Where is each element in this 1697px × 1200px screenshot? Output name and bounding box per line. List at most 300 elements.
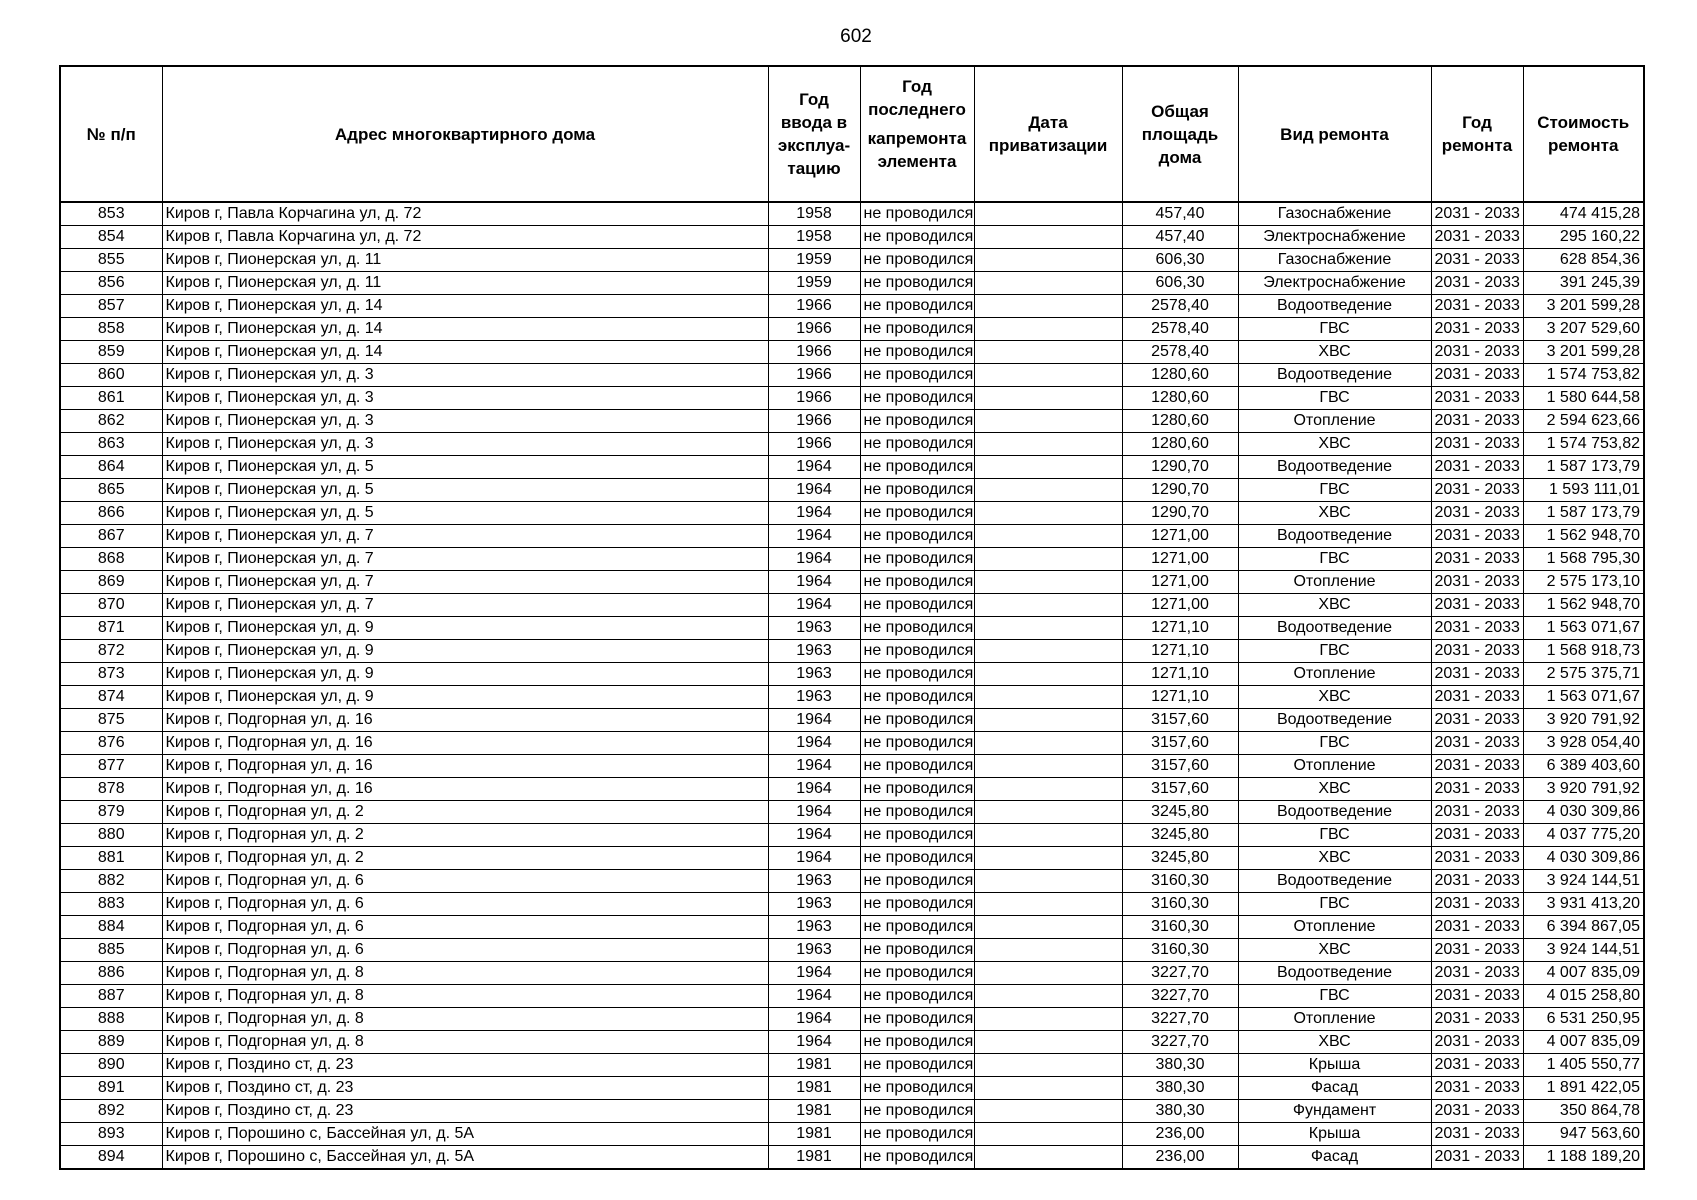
- row-privatization: [974, 364, 1122, 387]
- row-number: 887: [60, 985, 162, 1008]
- row-cost: 3 920 791,92: [1523, 778, 1644, 801]
- row-area: 3160,30: [1122, 870, 1238, 893]
- table-row: [60, 410, 1644, 433]
- row-privatization: [974, 456, 1122, 479]
- row-area: 1290,70: [1122, 479, 1238, 502]
- row-number: 861: [60, 387, 162, 410]
- header-repair-year: Год ремонта: [1431, 66, 1523, 202]
- row-year-built: 1963: [768, 617, 860, 640]
- row-privatization: [974, 295, 1122, 318]
- row-number: 880: [60, 824, 162, 847]
- table-row: [60, 202, 1644, 226]
- row-number: 878: [60, 778, 162, 801]
- row-year-built: 1981: [768, 1123, 860, 1146]
- row-cost: 2 594 623,66: [1523, 410, 1644, 433]
- row-repair-type: Водоотведение: [1238, 525, 1431, 548]
- row-area: 3160,30: [1122, 939, 1238, 962]
- row-year-built: 1958: [768, 202, 860, 226]
- row-last-repair: не проводился: [860, 571, 974, 594]
- row-area: 1290,70: [1122, 456, 1238, 479]
- header-last-repair-top: Год последнего: [868, 77, 966, 119]
- row-privatization: [974, 433, 1122, 456]
- row-cost: 6 394 867,05: [1523, 916, 1644, 939]
- row-last-repair: не проводился: [860, 249, 974, 272]
- row-privatization: [974, 1123, 1122, 1146]
- row-last-repair: не проводился: [860, 939, 974, 962]
- row-year-built: 1964: [768, 801, 860, 824]
- table-row: [60, 502, 1644, 525]
- row-area: 457,40: [1122, 202, 1238, 226]
- row-last-repair: не проводился: [860, 410, 974, 433]
- row-area: 236,00: [1122, 1123, 1238, 1146]
- row-repair-period: 2031 - 2033: [1431, 801, 1523, 824]
- table-row: [60, 1031, 1644, 1054]
- row-year-built: 1964: [768, 548, 860, 571]
- table-row: [60, 686, 1644, 709]
- row-address: Киров г, Павла Корчагина ул, д. 72: [162, 226, 768, 249]
- row-year-built: 1964: [768, 502, 860, 525]
- row-repair-period: 2031 - 2033: [1431, 778, 1523, 801]
- row-area: 380,30: [1122, 1100, 1238, 1123]
- row-repair-type: Крыша: [1238, 1123, 1431, 1146]
- row-address: Киров г, Подгорная ул, д. 16: [162, 732, 768, 755]
- row-privatization: [974, 1100, 1122, 1123]
- row-area: 3160,30: [1122, 893, 1238, 916]
- row-repair-period: 2031 - 2033: [1431, 663, 1523, 686]
- row-last-repair: не проводился: [860, 824, 974, 847]
- row-repair-period: 2031 - 2033: [1431, 1008, 1523, 1031]
- row-year-built: 1963: [768, 893, 860, 916]
- row-privatization: [974, 663, 1122, 686]
- header-address: Адрес многоквартирного дома: [162, 66, 768, 202]
- row-last-repair: не проводился: [860, 617, 974, 640]
- row-year-built: 1964: [768, 985, 860, 1008]
- table-row: [60, 479, 1644, 502]
- row-address: Киров г, Порошино с, Бассейная ул, д. 5А: [162, 1146, 768, 1170]
- row-privatization: [974, 732, 1122, 755]
- row-repair-period: 2031 - 2033: [1431, 1031, 1523, 1054]
- row-repair-type: ХВС: [1238, 341, 1431, 364]
- table-row: [60, 709, 1644, 732]
- row-cost: 1 574 753,82: [1523, 364, 1644, 387]
- table-row: [60, 778, 1644, 801]
- row-repair-type: Отопление: [1238, 1008, 1431, 1031]
- row-area: 1271,10: [1122, 617, 1238, 640]
- row-number: 859: [60, 341, 162, 364]
- row-year-built: 1964: [768, 571, 860, 594]
- row-last-repair: не проводился: [860, 548, 974, 571]
- row-number: 888: [60, 1008, 162, 1031]
- repair-table: [59, 65, 1645, 1170]
- row-privatization: [974, 870, 1122, 893]
- row-number: 877: [60, 755, 162, 778]
- table-row: [60, 249, 1644, 272]
- row-address: Киров г, Пионерская ул, д. 3: [162, 387, 768, 410]
- row-number: 883: [60, 893, 162, 916]
- row-last-repair: не проводился: [860, 594, 974, 617]
- row-repair-type: ХВС: [1238, 1031, 1431, 1054]
- row-area: 1271,00: [1122, 525, 1238, 548]
- row-address: Киров г, Пионерская ул, д. 14: [162, 295, 768, 318]
- row-last-repair: не проводился: [860, 985, 974, 1008]
- row-number: 873: [60, 663, 162, 686]
- row-last-repair: не проводился: [860, 778, 974, 801]
- row-last-repair: не проводился: [860, 226, 974, 249]
- row-privatization: [974, 1008, 1122, 1031]
- row-area: 1271,10: [1122, 686, 1238, 709]
- row-year-built: 1963: [768, 916, 860, 939]
- row-privatization: [974, 709, 1122, 732]
- row-repair-type: Фасад: [1238, 1146, 1431, 1170]
- header-year-built: Год ввода в эксплуа-тацию: [768, 66, 860, 202]
- row-cost: 1 580 644,58: [1523, 387, 1644, 410]
- row-repair-type: ГВС: [1238, 318, 1431, 341]
- row-repair-period: 2031 - 2033: [1431, 893, 1523, 916]
- row-address: Киров г, Пионерская ул, д. 9: [162, 663, 768, 686]
- row-address: Киров г, Пионерская ул, д. 9: [162, 640, 768, 663]
- row-year-built: 1964: [768, 1031, 860, 1054]
- table-row: [60, 272, 1644, 295]
- row-year-built: 1964: [768, 847, 860, 870]
- row-cost: 3 924 144,51: [1523, 939, 1644, 962]
- row-area: 3227,70: [1122, 1008, 1238, 1031]
- row-year-built: 1966: [768, 410, 860, 433]
- row-number: 857: [60, 295, 162, 318]
- row-address: Киров г, Пионерская ул, д. 5: [162, 502, 768, 525]
- row-repair-type: ХВС: [1238, 847, 1431, 870]
- row-address: Киров г, Поздино ст, д. 23: [162, 1100, 768, 1123]
- row-number: 885: [60, 939, 162, 962]
- table-header: [60, 66, 1644, 202]
- row-area: 1280,60: [1122, 387, 1238, 410]
- row-repair-type: Электроснабжение: [1238, 226, 1431, 249]
- row-repair-period: 2031 - 2033: [1431, 709, 1523, 732]
- row-repair-type: ХВС: [1238, 502, 1431, 525]
- table-row: [60, 548, 1644, 571]
- row-address: Киров г, Подгорная ул, д. 16: [162, 755, 768, 778]
- table-row: [60, 985, 1644, 1008]
- row-last-repair: не проводился: [860, 1077, 974, 1100]
- row-repair-type: Водоотведение: [1238, 962, 1431, 985]
- row-last-repair: не проводился: [860, 202, 974, 226]
- row-area: 3227,70: [1122, 985, 1238, 1008]
- row-year-built: 1959: [768, 272, 860, 295]
- row-address: Киров г, Подгорная ул, д. 6: [162, 870, 768, 893]
- row-repair-period: 2031 - 2033: [1431, 824, 1523, 847]
- row-year-built: 1964: [768, 1008, 860, 1031]
- row-number: 874: [60, 686, 162, 709]
- row-address: Киров г, Пионерская ул, д. 7: [162, 594, 768, 617]
- row-year-built: 1964: [768, 755, 860, 778]
- row-address: Киров г, Пионерская ул, д. 14: [162, 318, 768, 341]
- row-privatization: [974, 985, 1122, 1008]
- row-privatization: [974, 272, 1122, 295]
- row-cost: 3 920 791,92: [1523, 709, 1644, 732]
- row-year-built: 1959: [768, 249, 860, 272]
- table-body: [60, 202, 1644, 1169]
- table-row: [60, 847, 1644, 870]
- table-row: [60, 893, 1644, 916]
- row-repair-type: ГВС: [1238, 985, 1431, 1008]
- row-address: Киров г, Павла Корчагина ул, д. 72: [162, 202, 768, 226]
- row-repair-type: ГВС: [1238, 640, 1431, 663]
- row-repair-type: ХВС: [1238, 594, 1431, 617]
- row-repair-period: 2031 - 2033: [1431, 202, 1523, 226]
- row-number: 867: [60, 525, 162, 548]
- row-repair-type: Крыша: [1238, 1054, 1431, 1077]
- row-last-repair: не проводился: [860, 1146, 974, 1170]
- row-address: Киров г, Пионерская ул, д. 5: [162, 479, 768, 502]
- row-year-built: 1966: [768, 295, 860, 318]
- row-privatization: [974, 525, 1122, 548]
- row-cost: 1 568 918,73: [1523, 640, 1644, 663]
- row-repair-type: ХВС: [1238, 939, 1431, 962]
- row-repair-period: 2031 - 2033: [1431, 387, 1523, 410]
- row-last-repair: не проводился: [860, 387, 974, 410]
- table-row: [60, 364, 1644, 387]
- row-last-repair: не проводился: [860, 1008, 974, 1031]
- row-area: 3157,60: [1122, 778, 1238, 801]
- row-cost: 1 562 948,70: [1523, 594, 1644, 617]
- row-address: Киров г, Подгорная ул, д. 16: [162, 778, 768, 801]
- row-repair-period: 2031 - 2033: [1431, 686, 1523, 709]
- row-privatization: [974, 939, 1122, 962]
- row-year-built: 1964: [768, 525, 860, 548]
- table-row: [60, 341, 1644, 364]
- row-cost: 4 037 775,20: [1523, 824, 1644, 847]
- row-cost: 3 928 054,40: [1523, 732, 1644, 755]
- row-number: 879: [60, 801, 162, 824]
- table-row: [60, 594, 1644, 617]
- row-cost: 1 562 948,70: [1523, 525, 1644, 548]
- row-cost: 1 587 173,79: [1523, 502, 1644, 525]
- row-area: 2578,40: [1122, 295, 1238, 318]
- header-num: № п/п: [60, 66, 162, 202]
- row-cost: 3 207 529,60: [1523, 318, 1644, 341]
- row-number: 889: [60, 1031, 162, 1054]
- table-row: [60, 318, 1644, 341]
- row-cost: 2 575 375,71: [1523, 663, 1644, 686]
- row-repair-type: Водоотведение: [1238, 801, 1431, 824]
- row-area: 1290,70: [1122, 502, 1238, 525]
- row-year-built: 1981: [768, 1100, 860, 1123]
- row-area: 457,40: [1122, 226, 1238, 249]
- row-cost: 1 587 173,79: [1523, 456, 1644, 479]
- row-repair-type: ГВС: [1238, 732, 1431, 755]
- row-number: 868: [60, 548, 162, 571]
- row-privatization: [974, 640, 1122, 663]
- row-last-repair: не проводился: [860, 847, 974, 870]
- table-row: [60, 525, 1644, 548]
- row-repair-period: 2031 - 2033: [1431, 870, 1523, 893]
- table-row: [60, 755, 1644, 778]
- row-privatization: [974, 893, 1122, 916]
- row-repair-type: Газоснабжение: [1238, 202, 1431, 226]
- row-year-built: 1966: [768, 387, 860, 410]
- row-year-built: 1981: [768, 1054, 860, 1077]
- header-area: Общая площадь дома: [1122, 66, 1238, 202]
- row-repair-type: Водоотведение: [1238, 709, 1431, 732]
- row-cost: 1 568 795,30: [1523, 548, 1644, 571]
- row-number: 882: [60, 870, 162, 893]
- row-address: Киров г, Подгорная ул, д. 2: [162, 801, 768, 824]
- row-cost: 3 201 599,28: [1523, 295, 1644, 318]
- row-address: Киров г, Подгорная ул, д. 8: [162, 1008, 768, 1031]
- row-last-repair: не проводился: [860, 525, 974, 548]
- row-repair-type: ХВС: [1238, 433, 1431, 456]
- row-number: 865: [60, 479, 162, 502]
- row-privatization: [974, 387, 1122, 410]
- row-privatization: [974, 962, 1122, 985]
- row-number: 869: [60, 571, 162, 594]
- row-repair-type: Водоотведение: [1238, 870, 1431, 893]
- row-repair-period: 2031 - 2033: [1431, 226, 1523, 249]
- row-address: Киров г, Подгорная ул, д. 6: [162, 939, 768, 962]
- table-row: [60, 939, 1644, 962]
- row-repair-type: Водоотведение: [1238, 617, 1431, 640]
- row-privatization: [974, 202, 1122, 226]
- table-row: [60, 1123, 1644, 1146]
- row-number: 884: [60, 916, 162, 939]
- row-privatization: [974, 594, 1122, 617]
- row-area: 3157,60: [1122, 709, 1238, 732]
- row-year-built: 1966: [768, 341, 860, 364]
- row-year-built: 1963: [768, 870, 860, 893]
- row-year-built: 1966: [768, 433, 860, 456]
- header-last-repair-bottom: капремонта элемента: [867, 129, 967, 171]
- row-last-repair: не проводился: [860, 686, 974, 709]
- row-repair-period: 2031 - 2033: [1431, 1054, 1523, 1077]
- table-row: [60, 640, 1644, 663]
- row-last-repair: не проводился: [860, 1031, 974, 1054]
- row-area: 3157,60: [1122, 732, 1238, 755]
- row-address: Киров г, Пионерская ул, д. 7: [162, 525, 768, 548]
- row-number: 863: [60, 433, 162, 456]
- row-privatization: [974, 1146, 1122, 1170]
- row-address: Киров г, Подгорная ул, д. 16: [162, 709, 768, 732]
- row-number: 881: [60, 847, 162, 870]
- row-last-repair: не проводился: [860, 1054, 974, 1077]
- row-number: 862: [60, 410, 162, 433]
- row-last-repair: не проводился: [860, 801, 974, 824]
- row-area: 3245,80: [1122, 801, 1238, 824]
- row-area: 1271,00: [1122, 548, 1238, 571]
- row-last-repair: не проводился: [860, 341, 974, 364]
- row-area: 2578,40: [1122, 341, 1238, 364]
- row-area: 1271,00: [1122, 571, 1238, 594]
- row-repair-period: 2031 - 2033: [1431, 732, 1523, 755]
- row-address: Киров г, Поздино ст, д. 23: [162, 1054, 768, 1077]
- row-area: 3245,80: [1122, 824, 1238, 847]
- row-number: 860: [60, 364, 162, 387]
- row-repair-type: Водоотведение: [1238, 456, 1431, 479]
- row-repair-period: 2031 - 2033: [1431, 479, 1523, 502]
- row-last-repair: не проводился: [860, 433, 974, 456]
- row-address: Киров г, Пионерская ул, д. 3: [162, 433, 768, 456]
- row-privatization: [974, 916, 1122, 939]
- row-privatization: [974, 1077, 1122, 1100]
- row-cost: 4 030 309,86: [1523, 847, 1644, 870]
- row-cost: 4 030 309,86: [1523, 801, 1644, 824]
- row-repair-type: ХВС: [1238, 686, 1431, 709]
- row-last-repair: не проводился: [860, 479, 974, 502]
- row-repair-period: 2031 - 2033: [1431, 939, 1523, 962]
- row-cost: 391 245,39: [1523, 272, 1644, 295]
- row-repair-type: Газоснабжение: [1238, 249, 1431, 272]
- row-repair-period: 2031 - 2033: [1431, 916, 1523, 939]
- row-repair-type: Отопление: [1238, 916, 1431, 939]
- table-row: [60, 663, 1644, 686]
- row-year-built: 1958: [768, 226, 860, 249]
- row-privatization: [974, 410, 1122, 433]
- row-area: 380,30: [1122, 1054, 1238, 1077]
- row-cost: 4 007 835,09: [1523, 1031, 1644, 1054]
- row-last-repair: не проводился: [860, 709, 974, 732]
- row-privatization: [974, 548, 1122, 571]
- row-number: 870: [60, 594, 162, 617]
- row-year-built: 1963: [768, 686, 860, 709]
- table-row: [60, 1077, 1644, 1100]
- row-repair-type: Водоотведение: [1238, 295, 1431, 318]
- row-area: 2578,40: [1122, 318, 1238, 341]
- row-number: 891: [60, 1077, 162, 1100]
- row-cost: 3 201 599,28: [1523, 341, 1644, 364]
- row-year-built: 1964: [768, 732, 860, 755]
- row-address: Киров г, Поздино ст, д. 23: [162, 1077, 768, 1100]
- row-last-repair: не проводился: [860, 640, 974, 663]
- row-number: 890: [60, 1054, 162, 1077]
- row-address: Киров г, Пионерская ул, д. 14: [162, 341, 768, 364]
- row-cost: 6 389 403,60: [1523, 755, 1644, 778]
- row-year-built: 1964: [768, 962, 860, 985]
- row-cost: 3 924 144,51: [1523, 870, 1644, 893]
- row-repair-period: 2031 - 2033: [1431, 548, 1523, 571]
- row-cost: 474 415,28: [1523, 202, 1644, 226]
- row-repair-period: 2031 - 2033: [1431, 502, 1523, 525]
- row-repair-type: ГВС: [1238, 479, 1431, 502]
- row-year-built: 1964: [768, 778, 860, 801]
- row-repair-period: 2031 - 2033: [1431, 433, 1523, 456]
- row-last-repair: не проводился: [860, 364, 974, 387]
- row-year-built: 1963: [768, 939, 860, 962]
- row-repair-period: 2031 - 2033: [1431, 525, 1523, 548]
- row-year-built: 1966: [768, 364, 860, 387]
- row-cost: 1 563 071,67: [1523, 686, 1644, 709]
- row-repair-period: 2031 - 2033: [1431, 341, 1523, 364]
- table-row: [60, 916, 1644, 939]
- row-number: 872: [60, 640, 162, 663]
- row-address: Киров г, Подгорная ул, д. 2: [162, 847, 768, 870]
- table-row: [60, 571, 1644, 594]
- row-address: Киров г, Пионерская ул, д. 3: [162, 364, 768, 387]
- header-cost: Стоимость ремонта: [1523, 66, 1644, 202]
- table-row: [60, 617, 1644, 640]
- row-last-repair: не проводился: [860, 456, 974, 479]
- row-address: Киров г, Подгорная ул, д. 6: [162, 893, 768, 916]
- row-year-built: 1981: [768, 1146, 860, 1170]
- table-row: [60, 870, 1644, 893]
- row-year-built: 1963: [768, 663, 860, 686]
- row-repair-type: Фасад: [1238, 1077, 1431, 1100]
- table-row: [60, 433, 1644, 456]
- row-area: 380,30: [1122, 1077, 1238, 1100]
- row-address: Киров г, Подгорная ул, д. 8: [162, 985, 768, 1008]
- row-privatization: [974, 686, 1122, 709]
- row-year-built: 1964: [768, 709, 860, 732]
- row-year-built: 1966: [768, 318, 860, 341]
- row-privatization: [974, 778, 1122, 801]
- row-last-repair: не проводился: [860, 295, 974, 318]
